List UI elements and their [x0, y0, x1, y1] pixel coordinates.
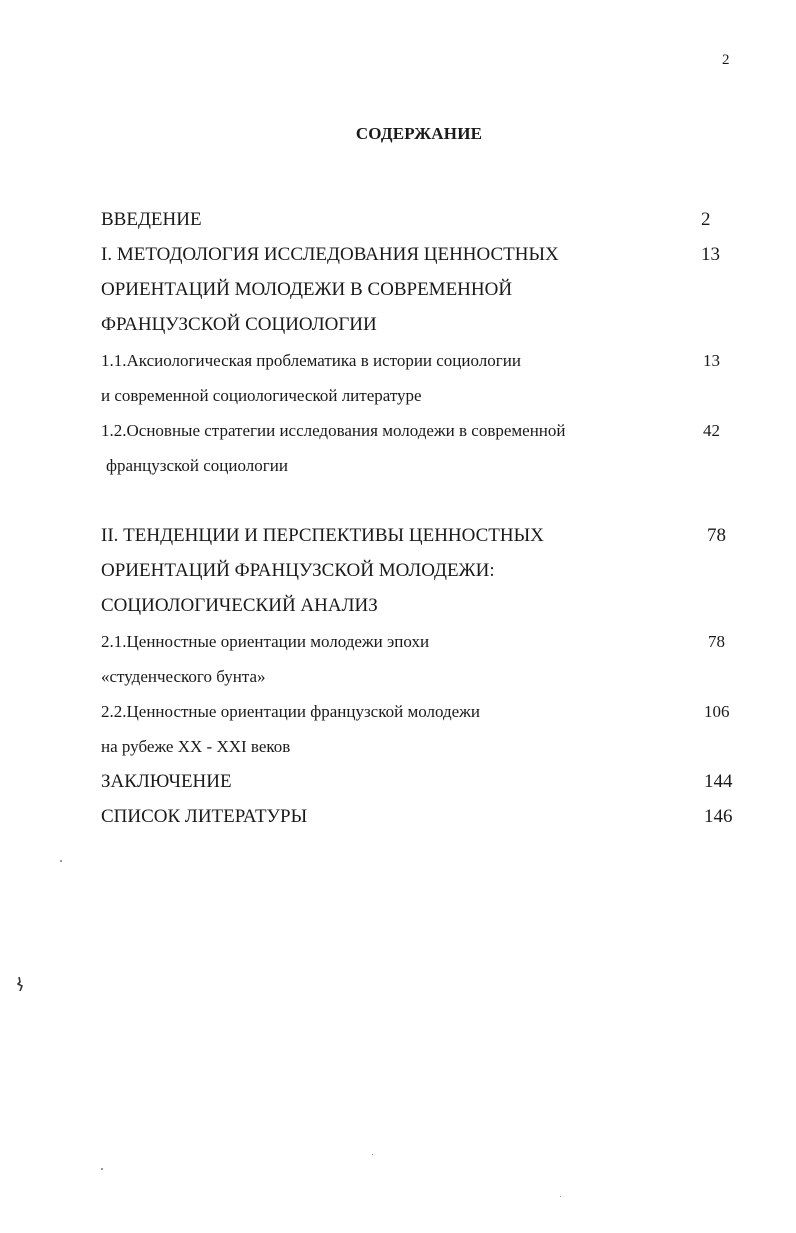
toc-entry-title: на рубеже XX - XXI веков: [101, 737, 291, 756]
page-number: 2: [722, 52, 730, 68]
toc-entry-title: и современной социологической литературе: [101, 386, 422, 405]
scan-speck: [372, 1154, 373, 1155]
toc-entry-title: СПИСОК ЛИТЕРАТУРЫ: [101, 806, 308, 827]
toc-entry-title: ОРИЕНТАЦИЙ МОЛОДЕЖИ В СОВРЕМЕННОЙ: [101, 279, 513, 300]
toc-entry-title: французской социологии: [106, 456, 288, 475]
toc-entry-title: II. ТЕНДЕНЦИИ И ПЕРСПЕКТИВЫ ЦЕННОСТНЫХ: [101, 525, 544, 546]
toc-entry-title: 1.1.Аксиологическая проблематика в истории социологии: [101, 351, 521, 370]
toc-entry-page: 13: [701, 244, 720, 265]
toc-entry-title: 1.2.Основные стратегии исследования молодежи в современной: [101, 421, 566, 440]
scan-speck: [101, 1168, 103, 1170]
toc-entry-page: 146: [704, 806, 733, 827]
scan-speck: [560, 1196, 561, 1197]
toc-entry-page: 78: [708, 632, 725, 651]
toc-title: СОДЕРЖАНИЕ: [355, 124, 483, 143]
toc-entry-title: 2.2.Ценностные ориентации французской молодежи: [101, 702, 481, 721]
toc-entry-page: 78: [707, 525, 726, 546]
toc-entry-page: 2: [701, 209, 711, 230]
toc-entry-title: СОЦИОЛОГИЧЕСКИЙ АНАЛИЗ: [101, 595, 378, 616]
toc-entry-title: ФРАНЦУЗСКОЙ СОЦИОЛОГИИ: [101, 314, 377, 335]
toc-entry-title: ЗАКЛЮЧЕНИЕ: [101, 771, 232, 792]
toc-entry-page: 42: [703, 421, 720, 440]
toc-entry-title: ВВЕДЕНИЕ: [101, 209, 202, 230]
toc-entry-title: «студенческого бунта»: [101, 667, 266, 686]
toc-entry-page: 13: [703, 351, 720, 370]
toc-entry-title: I. МЕТОДОЛОГИЯ ИССЛЕДОВАНИЯ ЦЕННОСТНЫХ: [101, 244, 559, 265]
toc-entry-page: 144: [704, 771, 733, 792]
scan-mark: [17, 977, 23, 991]
toc-entry-title: ОРИЕНТАЦИЙ ФРАНЦУЗСКОЙ МОЛОДЕЖИ:: [101, 560, 495, 581]
scan-speck: [60, 860, 62, 862]
toc-entry-title: 2.1.Ценностные ориентации молодежи эпохи: [101, 632, 430, 651]
toc-entry-page: 106: [704, 702, 730, 721]
